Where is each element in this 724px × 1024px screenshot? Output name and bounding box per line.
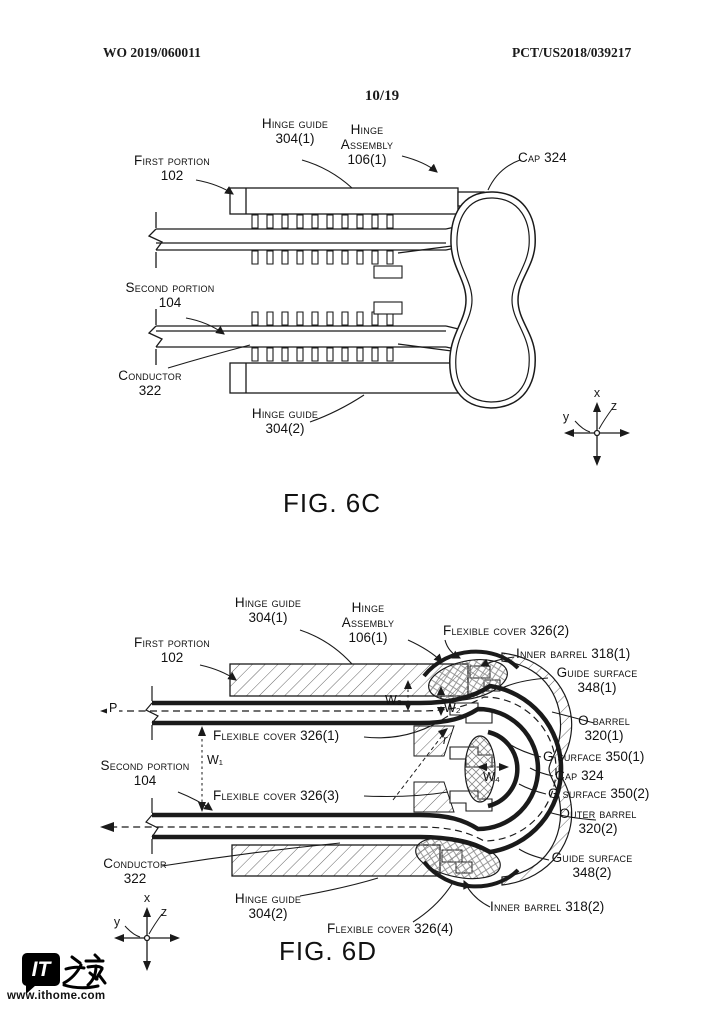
label-hinge-guide-304-1-6d: Hinge guide 304(1) bbox=[234, 595, 302, 625]
ithome-logo: IT bbox=[22, 953, 60, 986]
label-conductor-322-6d: Conductor 322 bbox=[103, 856, 167, 886]
ithome-url: www.ithome.com bbox=[7, 990, 106, 1002]
dimension-p: P bbox=[109, 701, 118, 715]
label-outer-barrel-320-2: Outer barrel 320(2) bbox=[559, 806, 637, 836]
publication-number: WO 2019/060011 bbox=[103, 45, 201, 60]
axis-indicator-6c bbox=[564, 402, 630, 466]
page-number: 10/19 bbox=[364, 88, 400, 104]
label-flexible-cover-326-2: Flexible cover 326(2) bbox=[443, 623, 570, 638]
label-flexible-cover-326-3: Flexible cover 326(3) bbox=[213, 788, 340, 803]
fig6d-caption: FIG. 6D bbox=[278, 936, 378, 966]
axis-x-label-6d: x bbox=[143, 891, 151, 905]
application-number: PCT/US2018/039217 bbox=[512, 45, 632, 60]
dimension-w2: W₂ bbox=[444, 701, 461, 715]
label-g-surface-350-2: G surface 350(2) bbox=[548, 786, 650, 801]
label-guide-surface-348-1: Guide surface 348(1) bbox=[556, 665, 638, 695]
label-o-barrel-320-1: O barrel 320(1) bbox=[578, 713, 630, 743]
fig6c-caption: FIG. 6C bbox=[282, 488, 382, 518]
label-inner-barrel-318-1: Inner barrel 318(1) bbox=[516, 646, 631, 661]
label-g-surface-350-1: G surface 350(1) bbox=[543, 749, 645, 764]
axis-y-label-6c: y bbox=[562, 410, 570, 424]
label-cap-324-6d: Cap 324 bbox=[555, 768, 604, 783]
label-hinge-guide-304-2: Hinge guide 304(2) bbox=[251, 406, 319, 436]
label-hinge-assembly-106-1-6d: Hinge Assembly 106(1) bbox=[341, 600, 395, 645]
label-flexible-cover-326-4: Flexible cover 326(4) bbox=[327, 921, 454, 936]
dimension-w1: W₁ bbox=[207, 753, 224, 767]
axis-x-label-6c: x bbox=[593, 386, 601, 400]
label-inner-barrel-318-2: Inner barrel 318(2) bbox=[490, 899, 605, 914]
label-first-portion-102: First portion 102 bbox=[134, 153, 210, 183]
label-second-portion-104: Second portion 104 bbox=[125, 280, 215, 310]
dimension-w3: W₃ bbox=[385, 693, 402, 707]
logo-cjk-strokes bbox=[64, 955, 105, 988]
label-hinge-assembly-106-1: Hinge Assembly 106(1) bbox=[340, 122, 394, 167]
label-hinge-guide-304-2-6d: Hinge guide 304(2) bbox=[234, 891, 302, 921]
label-flexible-cover-326-1: Flexible cover 326(1) bbox=[213, 728, 340, 743]
label-hinge-guide-304-1: Hinge guide 304(1) bbox=[261, 116, 329, 146]
axis-z-label-6c: z bbox=[610, 399, 618, 413]
axis-y-label-6d: y bbox=[113, 915, 121, 929]
dimension-w4: W₄ bbox=[483, 770, 500, 784]
label-first-portion-102-6d: First portion 102 bbox=[134, 635, 210, 665]
axis-indicator-6d bbox=[114, 907, 180, 971]
label-guide-surface-348-2: Guide surface 348(2) bbox=[551, 850, 633, 880]
label-conductor-322: Conductor 322 bbox=[118, 368, 182, 398]
dimension-r: r bbox=[443, 733, 448, 747]
label-cap-324: Cap 324 bbox=[518, 150, 567, 165]
label-second-portion-104-6d: Second portion 104 bbox=[100, 758, 190, 788]
axis-z-label-6d: z bbox=[160, 905, 168, 919]
